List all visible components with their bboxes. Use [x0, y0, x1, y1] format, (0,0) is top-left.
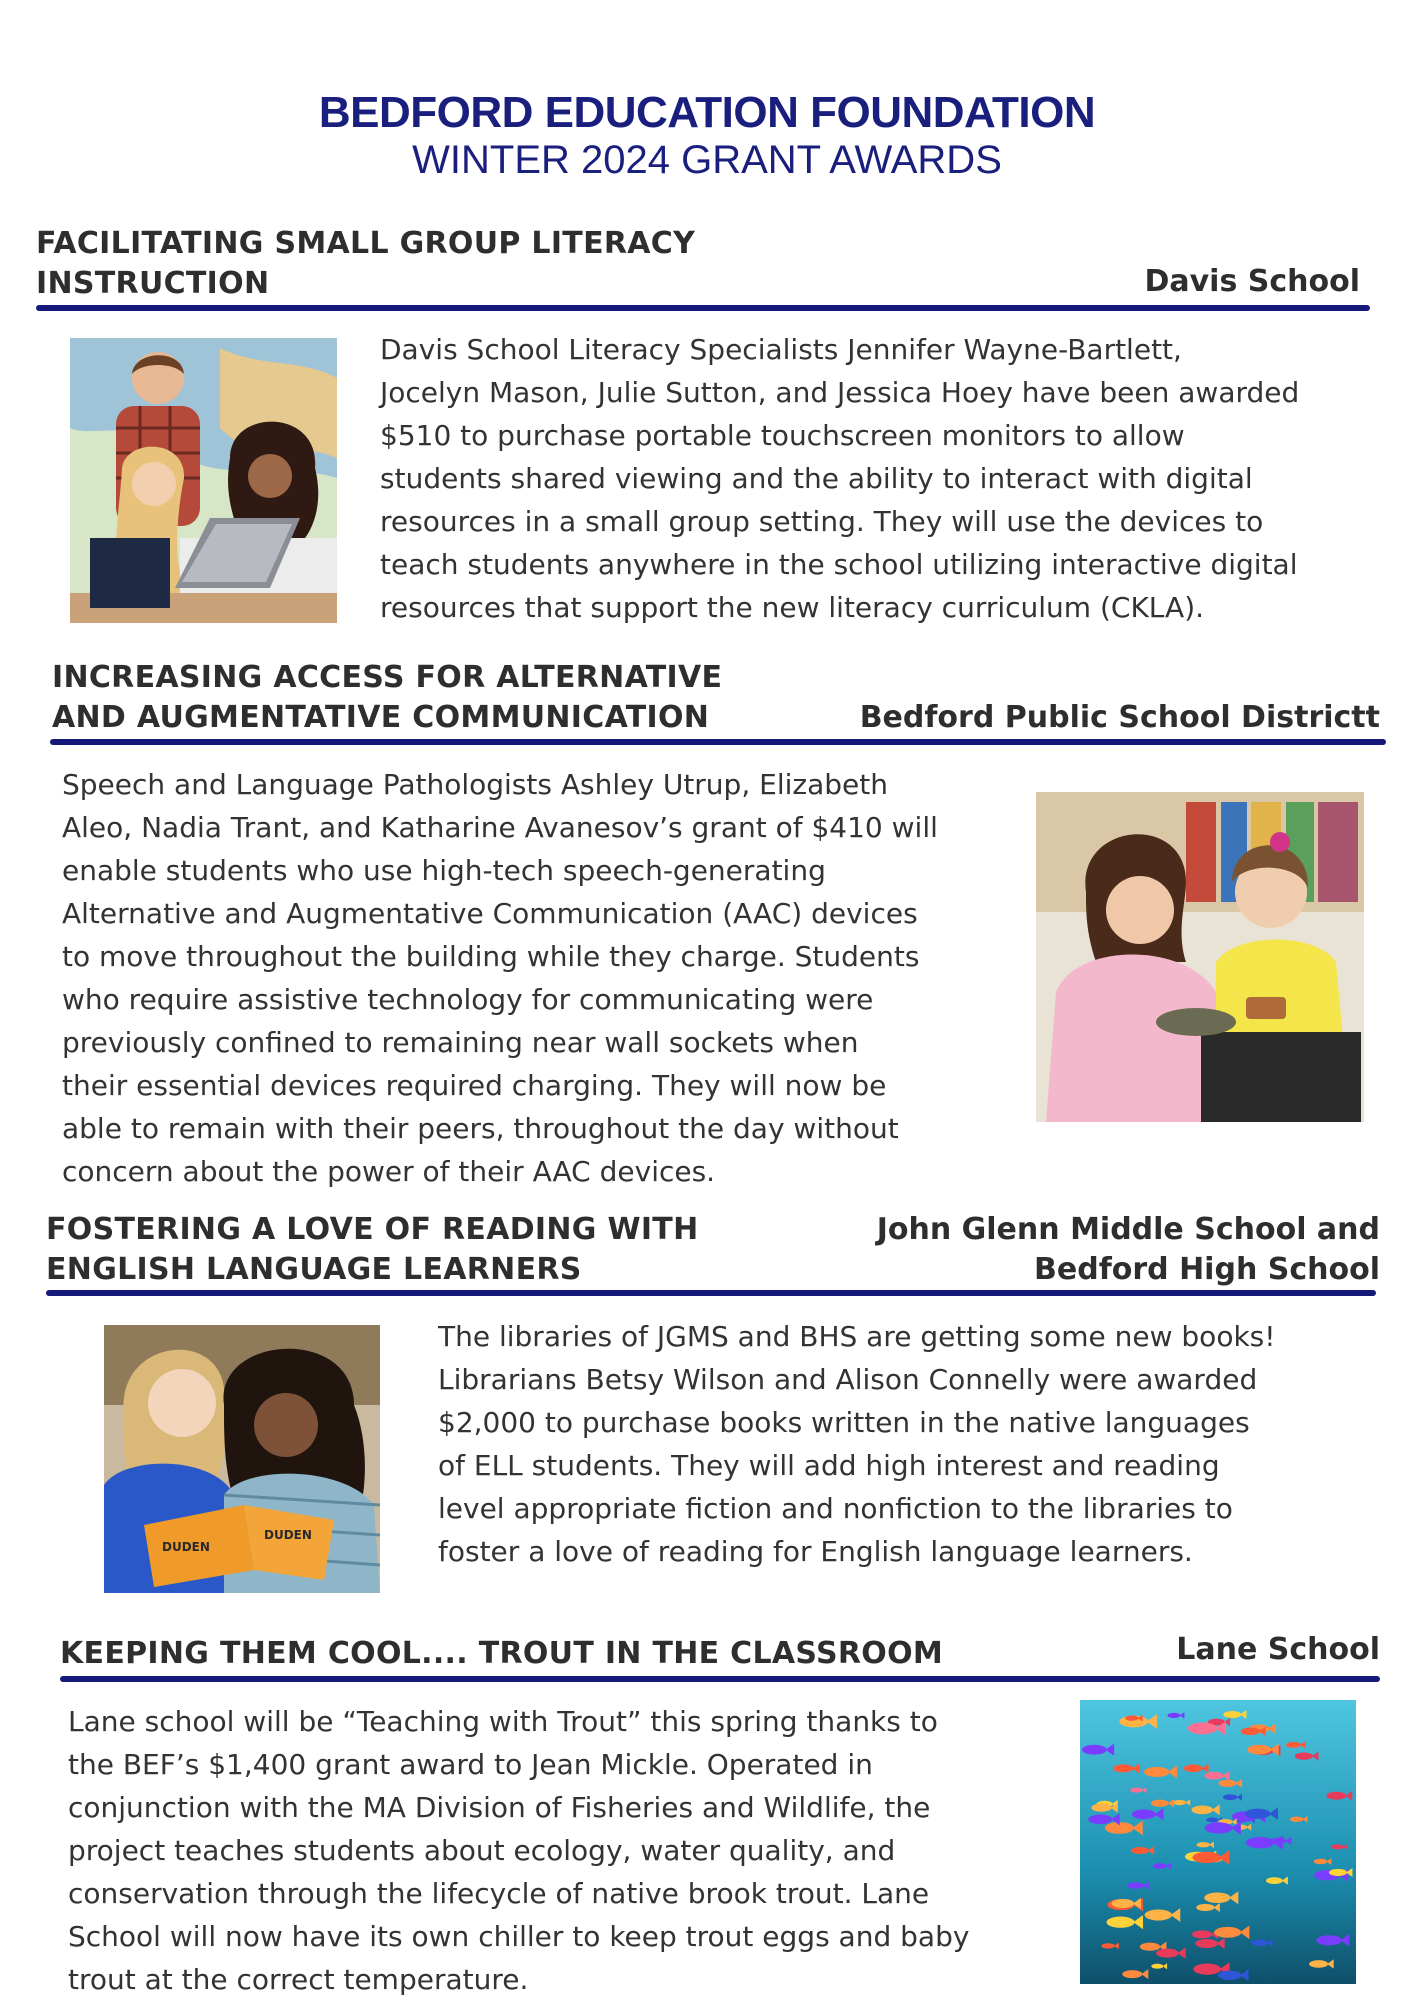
aquarium-fish-photo [1080, 1700, 1356, 1984]
children-with-laptop-photo [70, 338, 337, 623]
book-label: DUDEN [162, 1540, 210, 1554]
section-3-body: The libraries of JGMS and BHS are getting some new books! Librarians Betsy Wilson and Alison Connelly were awarded $2,000 to purchase books written in the native languages of ELL students. They will add high interest and reading level appropriate fiction and nonfiction to the libraries to foster a love of reading for English language learners. [438, 1320, 1276, 1568]
teacher-and-child-with-device-photo [1036, 792, 1364, 1122]
section-1-school: Davis School [1144, 264, 1360, 299]
book-label-right: DUDEN [264, 1528, 312, 1542]
section-2-divider [50, 739, 1386, 745]
section-2-title: INCREASING ACCESS FOR ALTERNATIVE AND AUGMENTATIVE COMMUNICATION [52, 660, 723, 735]
section-3-divider [46, 1290, 1376, 1296]
section-4-title: KEEPING THEM COOL.... TROUT IN THE CLASSROOM [60, 1636, 944, 1671]
section-1-body: Davis School Literacy Specialists Jennifer Wayne-Bartlett, Jocelyn Mason, Julie Sutton, and Jessica Hoey have been awarded $510 to purchase portable touchscreen monitors to allow students shared viewing and the ability to interact with digital resources in a small group setting. They will use the devices to teach students anywhere in the school utilizing interactive digital resources that support the new literacy curriculum (CKLA). [380, 333, 1300, 624]
page-title: BEDFORD EDUCATION FOUNDATION [318, 88, 1096, 137]
section-2-body: Speech and Language Pathologists Ashley Utrup, Elizabeth Aleo, Nadia Trant, and Katharine Avanesov’s grant of $410 will enable students who use high-tech speech-generating Alternative and Augmentative Communication (AAC) devices to move throughout the building while they charge. Students who require assistive technology for communicating were previously confined to remaining near wall sockets when their essential devices required charging. They will now be able to remain with their peers, throughout the day without concern about the power of their AAC devices. [62, 768, 938, 1188]
section-3-school: John Glenn Middle School and Bedford High School [876, 1212, 1380, 1287]
students-reading-book-photo [104, 1325, 380, 1593]
section-4-divider [60, 1676, 1380, 1682]
section-1-title: FACILITATING SMALL GROUP LITERACY INSTRUCTION [36, 226, 696, 301]
section-3-title: FOSTERING A LOVE OF READING WITH ENGLISH LANGUAGE LEARNERS [46, 1212, 699, 1287]
section-2-school: Bedford Public School Districtt [859, 700, 1380, 735]
section-4-school: Lane School [1176, 1632, 1380, 1667]
page-subtitle: WINTER 2024 GRANT AWARDS [412, 138, 1002, 182]
section-4-body: Lane school will be “Teaching with Trout” this spring thanks to the BEF’s $1,400 grant award to Jean Mickle. Operated in conjunction with the MA Division of Fisheries and Wildlife, the project teaches students about ecology, water quality, and conservation through the lifecycle of native brook trout. Lane School will now have its own chiller to keep trout eggs and baby trout at the correct temperature. [68, 1705, 970, 1996]
section-1-divider [36, 305, 1370, 311]
